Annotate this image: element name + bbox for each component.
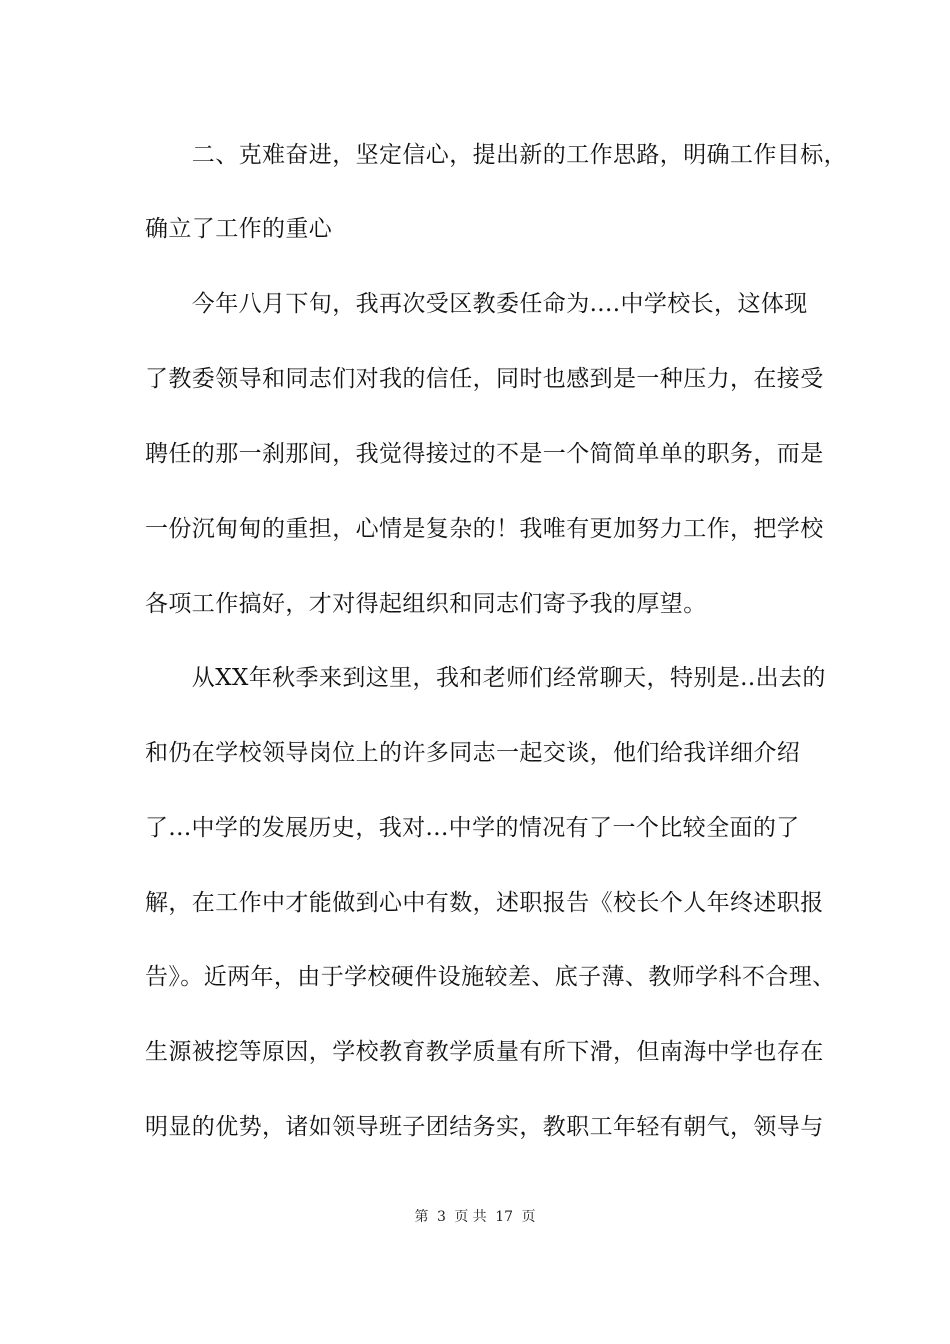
current-page-number: 3 [436, 1209, 446, 1225]
paragraph-line: 解，在工作中才能做到心中有数，述职报告《校长个人年终述职报 [145, 890, 824, 916]
page-number-footer [0, 1207, 950, 1227]
total-page-count: 17 [495, 1209, 514, 1225]
paragraph-line: 确立了工作的重心 [145, 216, 333, 242]
paragraph-line: 和仍在学校领导岗位上的许多同志一起交谈，他们给我详细介绍 [145, 740, 801, 766]
paragraph-line: 了教委领导和同志们对我的信任，同时也感到是一种压力，在接受 [145, 366, 824, 392]
paragraph-line: 了...中学的发展历史，我对...中学的情况有了一个比较全面的了 [145, 815, 800, 841]
paragraph-line: 聘任的那一刹那间，我觉得接过的不是一个简简单单的职务，而是 [145, 441, 824, 467]
footer-suffix: 页 [521, 1209, 536, 1225]
paragraph-line: 今年八月下旬，我再次受区教委任命为....中学校长，这体现 [145, 291, 808, 317]
paragraph-line: 明显的优势，诸如领导班子团结务实，教职工年轻有朝气，领导与 [145, 1114, 824, 1140]
footer-middle: 页 共 [454, 1209, 487, 1225]
paragraph-line: 告》。近两年，由于学校硬件设施较差、底子薄、教师学科不合理、 [145, 964, 836, 990]
paragraph-line: 生源被挖等原因，学校教育教学质量有所下滑，但南海中学也存在 [145, 1039, 824, 1065]
footer-prefix: 第 [414, 1209, 429, 1225]
paragraph-line: 各项工作搞好，才对得起组织和同志们寄予我的厚望。 [145, 591, 707, 617]
paragraph-line: 一份沉甸甸的重担，心情是复杂的！我唯有更加努力工作，把学校 [145, 516, 824, 542]
paragraph-line: 从XX年秋季来到这里，我和老师们经常聊天，特别是..出去的 [145, 665, 826, 691]
paragraph-line: 二、克难奋进，坚定信心，提出新的工作思路，明确工作目标， [145, 142, 847, 168]
